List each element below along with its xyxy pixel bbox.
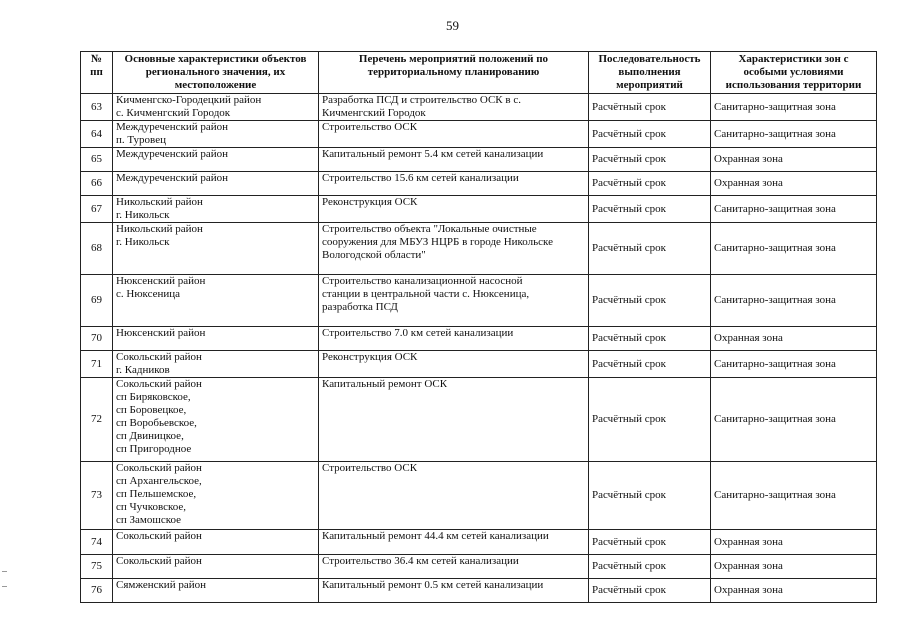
table-row bbox=[81, 148, 877, 172]
left-edge-mark bbox=[2, 571, 7, 572]
measure-cell bbox=[319, 555, 589, 579]
loc-line: сп Пригородное bbox=[116, 443, 192, 455]
loc-line: г. Никольск bbox=[116, 236, 170, 248]
act-line: Капитальный ремонт 5.4 км сетей канализации bbox=[322, 148, 544, 160]
zone-cell: Санитарно-защитная зона bbox=[711, 351, 877, 378]
loc-line: Междуреченский район bbox=[116, 148, 229, 160]
header-object-characteristics: Основные характеристики объектов регионального значения, их местоположение bbox=[113, 52, 319, 94]
zone-cell: Санитарно-защитная зона bbox=[711, 223, 877, 275]
header-measures-list: Перечень мероприятий положений по территориальному планированию bbox=[319, 52, 589, 94]
act-line: Реконструкция ОСК bbox=[322, 351, 418, 363]
loc-line: г. Кадников bbox=[116, 364, 170, 376]
loc-line: Сокольский район bbox=[116, 351, 202, 363]
row-number-cell: 65 bbox=[81, 148, 113, 172]
row-number-cell: 66 bbox=[81, 172, 113, 196]
object-location-cell bbox=[113, 327, 319, 351]
loc-line: Никольский район bbox=[116, 196, 203, 208]
act-line: Строительство канализационной насосной bbox=[322, 275, 523, 287]
zone-cell: Санитарно-защитная зона bbox=[711, 196, 877, 223]
left-edge-mark bbox=[2, 586, 7, 587]
table-row bbox=[81, 327, 877, 351]
measure-cell bbox=[319, 275, 589, 327]
sequence-cell: Расчётный срок bbox=[589, 530, 711, 555]
zone-cell: Охранная зона bbox=[711, 172, 877, 196]
sequence-cell: Расчётный срок bbox=[589, 148, 711, 172]
zone-cell: Санитарно-защитная зона bbox=[711, 378, 877, 462]
object-location-cell bbox=[113, 579, 319, 603]
sequence-cell: Расчётный срок bbox=[589, 275, 711, 327]
sequence-cell: Расчётный срок bbox=[589, 351, 711, 378]
table-row bbox=[81, 121, 877, 148]
act-line: Капитальный ремонт 0.5 км сетей канализации bbox=[322, 579, 544, 591]
act-line: Строительство 15.6 км сетей канализации bbox=[322, 172, 519, 184]
sequence-cell: Расчётный срок bbox=[589, 223, 711, 275]
loc-line: Сокольский район bbox=[116, 555, 202, 567]
act-line: Строительство ОСК bbox=[322, 462, 418, 474]
table-row bbox=[81, 351, 877, 378]
zone-cell: Санитарно-защитная зона bbox=[711, 462, 877, 530]
object-location-cell bbox=[113, 351, 319, 378]
row-number-cell: 72 bbox=[81, 378, 113, 462]
sequence-cell: Расчётный срок bbox=[589, 462, 711, 530]
act-line: станции в центральной части с. Нюксеница, bbox=[322, 288, 530, 300]
act-line: Разработка ПСД и строительство ОСК в с. bbox=[322, 94, 521, 106]
row-number-cell: 63 bbox=[81, 94, 113, 121]
loc-line: сп Чучковское, bbox=[116, 501, 187, 513]
sequence-cell: Расчётный срок bbox=[589, 121, 711, 148]
act-line: Кичменгский Городок bbox=[322, 107, 426, 119]
object-location-cell bbox=[113, 223, 319, 275]
table-row bbox=[81, 196, 877, 223]
object-location-cell bbox=[113, 530, 319, 555]
table-row bbox=[81, 378, 877, 462]
loc-line: Сокольский район bbox=[116, 378, 202, 390]
sequence-cell: Расчётный срок bbox=[589, 327, 711, 351]
loc-line: Сокольский район bbox=[116, 530, 202, 542]
measure-cell bbox=[319, 327, 589, 351]
table-row bbox=[81, 94, 877, 121]
sequence-cell: Расчётный срок bbox=[589, 555, 711, 579]
sequence-cell: Расчётный срок bbox=[589, 172, 711, 196]
table-row bbox=[81, 579, 877, 603]
measure-cell bbox=[319, 530, 589, 555]
loc-line: Никольский район bbox=[116, 223, 203, 235]
row-number-cell: 67 bbox=[81, 196, 113, 223]
page-number: 59 bbox=[446, 18, 459, 33]
act-line: Строительство ОСК bbox=[322, 121, 418, 133]
measure-cell bbox=[319, 94, 589, 121]
measures-table bbox=[80, 51, 877, 603]
object-location-cell bbox=[113, 121, 319, 148]
act-line: разработка ПСД bbox=[322, 301, 398, 313]
object-location-cell bbox=[113, 172, 319, 196]
loc-line: с. Нюксеница bbox=[116, 288, 181, 300]
act-line: Капитальный ремонт ОСК bbox=[322, 378, 448, 390]
object-location-cell bbox=[113, 94, 319, 121]
loc-line: Кичменгско-Городецкий район bbox=[116, 94, 262, 106]
zone-cell: Охранная зона bbox=[711, 530, 877, 555]
object-location-cell bbox=[113, 555, 319, 579]
sequence-cell: Расчётный срок bbox=[589, 196, 711, 223]
table-header-row bbox=[81, 52, 877, 94]
loc-line: Междуреченский район bbox=[116, 121, 229, 133]
object-location-cell bbox=[113, 148, 319, 172]
act-line: Строительство 36.4 км сетей канализации bbox=[322, 555, 519, 567]
sequence-cell: Расчётный срок bbox=[589, 579, 711, 603]
row-number-cell: 75 bbox=[81, 555, 113, 579]
loc-line: Междуреченский район bbox=[116, 172, 229, 184]
loc-line: Сокольский район bbox=[116, 462, 202, 474]
loc-line: Нюксенский район bbox=[116, 275, 206, 287]
object-location-cell bbox=[113, 275, 319, 327]
row-number-cell: 70 bbox=[81, 327, 113, 351]
measure-cell bbox=[319, 462, 589, 530]
row-number-cell: 71 bbox=[81, 351, 113, 378]
zone-cell: Охранная зона bbox=[711, 579, 877, 603]
loc-line: г. Никольск bbox=[116, 209, 170, 221]
table-row bbox=[81, 172, 877, 196]
loc-line: сп Боровецкое, bbox=[116, 404, 187, 416]
loc-line: сп Замошское bbox=[116, 514, 182, 526]
measure-cell bbox=[319, 148, 589, 172]
measure-cell bbox=[319, 223, 589, 275]
sequence-cell: Расчётный срок bbox=[589, 94, 711, 121]
header-zone-characteristics: Характеристики зон с особыми условиями использования территории bbox=[711, 52, 877, 94]
object-location-cell bbox=[113, 462, 319, 530]
row-number-cell: 64 bbox=[81, 121, 113, 148]
measure-cell bbox=[319, 378, 589, 462]
loc-line: Нюксенский район bbox=[116, 327, 206, 339]
table-row bbox=[81, 275, 877, 327]
zone-cell: Санитарно-защитная зона bbox=[711, 275, 877, 327]
row-number-cell: 76 bbox=[81, 579, 113, 603]
table-row bbox=[81, 223, 877, 275]
table-row bbox=[81, 462, 877, 530]
table-row bbox=[81, 530, 877, 555]
row-number-cell: 73 bbox=[81, 462, 113, 530]
loc-line: с. Кичменгский Городок bbox=[116, 107, 231, 119]
measure-cell bbox=[319, 351, 589, 378]
loc-line: сп Воробьевское, bbox=[116, 417, 197, 429]
measure-cell bbox=[319, 196, 589, 223]
row-number-cell: 74 bbox=[81, 530, 113, 555]
header-number: № пп bbox=[81, 52, 113, 94]
act-line: Реконструкция ОСК bbox=[322, 196, 418, 208]
measure-cell bbox=[319, 579, 589, 603]
row-number-cell: 68 bbox=[81, 223, 113, 275]
object-location-cell bbox=[113, 196, 319, 223]
loc-line: сп Биряковское, bbox=[116, 391, 191, 403]
loc-line: сп Двиницкое, bbox=[116, 430, 184, 442]
act-line: Строительство 7.0 км сетей канализации bbox=[322, 327, 514, 339]
table-row bbox=[81, 555, 877, 579]
header-sequence: Последовательность выполнения мероприятий bbox=[589, 52, 711, 94]
measure-cell bbox=[319, 121, 589, 148]
sequence-cell: Расчётный срок bbox=[589, 378, 711, 462]
zone-cell: Охранная зона bbox=[711, 327, 877, 351]
act-line: Капитальный ремонт 44.4 км сетей канализации bbox=[322, 530, 549, 542]
measure-cell bbox=[319, 172, 589, 196]
act-line: Строительство объекта "Локальные очистные bbox=[322, 223, 537, 235]
zone-cell: Охранная зона bbox=[711, 148, 877, 172]
loc-line: п. Туровец bbox=[116, 134, 166, 146]
object-location-cell bbox=[113, 378, 319, 462]
act-line: сооружения для МБУЗ НЦРБ в городе Никольске bbox=[322, 236, 553, 248]
loc-line: сп Архангельское, bbox=[116, 475, 202, 487]
zone-cell: Охранная зона bbox=[711, 555, 877, 579]
loc-line: сп Пельшемское, bbox=[116, 488, 197, 500]
loc-line: Сямженский район bbox=[116, 579, 206, 591]
row-number-cell: 69 bbox=[81, 275, 113, 327]
act-line: Вологодской области" bbox=[322, 249, 426, 261]
zone-cell: Санитарно-защитная зона bbox=[711, 94, 877, 121]
zone-cell: Санитарно-защитная зона bbox=[711, 121, 877, 148]
